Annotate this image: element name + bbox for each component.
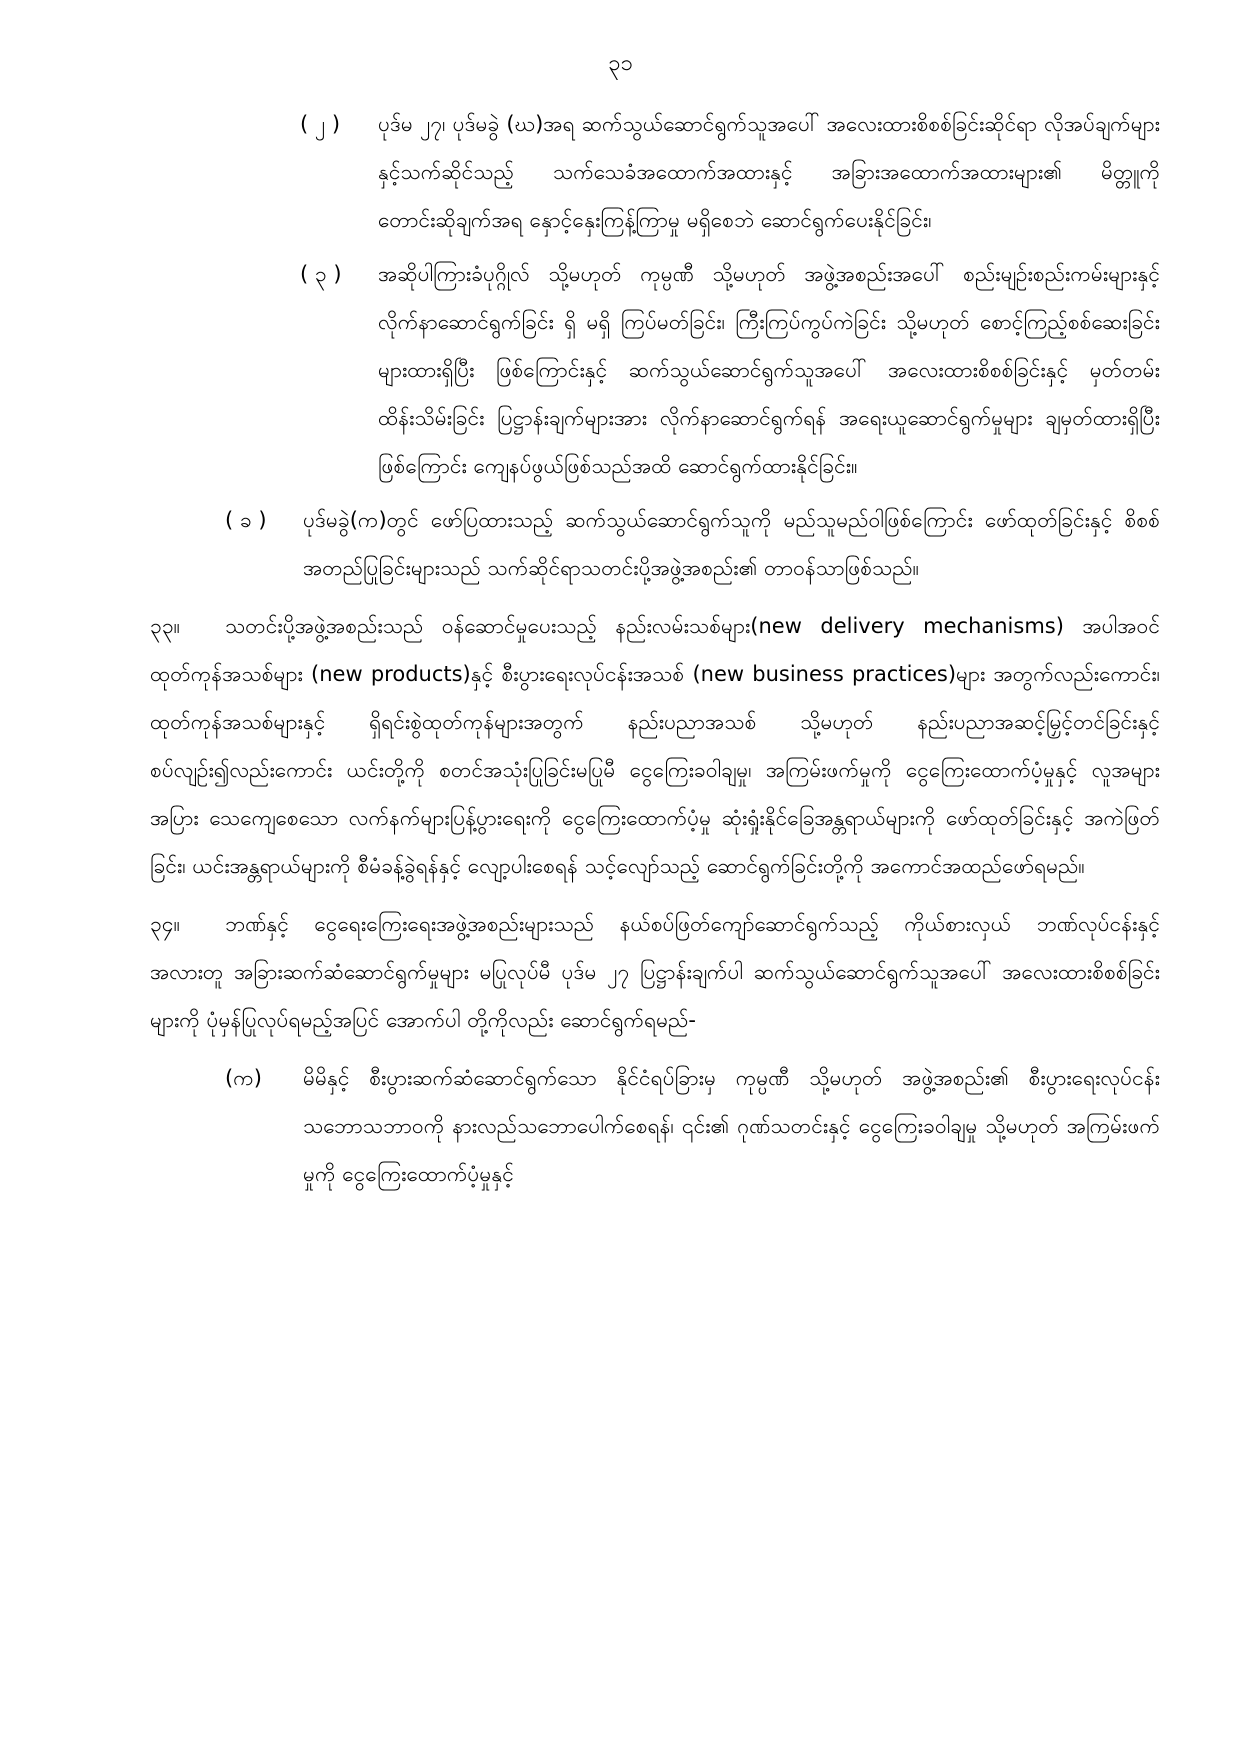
item-ka [150,1054,1160,1198]
section-33 [150,602,1160,890]
sub-item-2 [150,100,1160,244]
page-number: ၃၁ [608,51,633,76]
section-34-text: ဘဏ်နှင့် ငွေရေးကြေးရေးအဖွဲ့အစည်းများသည် နယ်စပ်ဖြတ်ကျော်ဆောင်ရွက်သည့် ကိုယ်စားလှယ် ဘဏ်လုပ်ငန်းနှင့် အလားတူ အခြားဆက်ဆံဆောင်ရွက်မှုများ မပြုလုပ်မီ ပုဒ်မ ၂၇ ပြဋ္ဌာန်းချက်ပါ ဆက်သွယ်ဆောင်ရွက်သူအပေါ် အလေးထားစိစစ်ခြင်းများကို ပုံမှန်ပြုလုပ်ရမည့်အပြင် အောက်ပါ တို့ကိုလည်း ဆောင်ရွက်ရမည်- [150,912,1160,1032]
section-33-number: ၃၃။ [150,614,180,638]
sub-item-text: အဆိုပါကြားခံပုဂ္ဂိုလ် သို့မဟုတ် ကုမ္ပဏီ သို့မဟုတ် အဖွဲ့အစည်းအပေါ် စည်းမျဉ်းစည်းကမ်းများနှင့် လိုက်နာဆောင်ရွက်ခြင်း ရှိ မရှိ ကြပ်မတ်ခြင်း၊ ကြီးကြပ်ကွပ်ကဲခြင်း သို့မဟုတ် စောင့်ကြည့်စစ်ဆေးခြင်းများထားရှိပြီး ဖြစ်ကြောင်းနှင့် ဆက်သွယ်ဆောင်ရွက်သူအပေါ် အလေးထားစိစစ်ခြင်းနှင့် မှတ်တမ်းထိန်းသိမ်းခြင်း ပြဋ္ဌာန်းချက်များအား လိုက်နာဆောင်ရွက်ရန် အရေးယူဆောင်ရွက်မှုများ ချမှတ်ထားရှိပြီးဖြစ်ကြောင်း ကျေနပ်ဖွယ်ဖြစ်သည်အထိ ဆောင်ရွက်ထားနိုင်ခြင်း။ [378,262,1160,478]
item-ka-label: (က) [225,1066,262,1090]
section-34-number: ၃၄။ [150,912,180,936]
sub-item-label: ( ၃ ) [300,262,342,286]
sub-item-label: ( ၂ ) [300,112,341,136]
item-kha [150,496,1160,592]
section-33-text: သတင်းပို့အဖွဲ့အစည်းသည် ဝန်ဆောင်မှုပေးသည့် နည်းလမ်းသစ်များ(new delivery mechanisms) အပါအဝင် ထုတ်ကုန်အသစ်များ (new products)နှင့် စီးပွားရေးလုပ်ငန်းအသစ် (new business practices)များ အတွက်လည်းကောင်း၊ ထုတ်ကုန်အသစ်များနှင့် ရှိရင်းစွဲထုတ်ကုန်များအတွက် နည်းပညာအသစ် သို့မဟုတ် နည်းပညာအဆင့်မြှင့်တင်ခြင်းနှင့်စပ်လျဉ်း၍လည်းကောင်း ယင်းတို့ကို စတင်အသုံးပြုခြင်းမပြုမီ ငွေကြေးခဝါချမှု၊ အကြမ်းဖက်မှုကို ငွေကြေးထောက်ပံ့မှုနှင့် လူအများအပြား သေကျေစေသော လက်နက်များပြန့်ပွားရေးကို ငွေကြေးထောက်ပံ့မှု ဆုံးရှုံးနိုင်ခြေအန္တရာယ်များကို ဖော်ထုတ်ခြင်းနှင့် အကဲဖြတ်ခြင်း၊ ယင်းအန္တရာယ်များကို စီမံခန့်ခွဲရန်နှင့် လျော့ပါးစေရန် သင့်လျော်သည့် ဆောင်ရွက်ခြင်းတို့ကို အကောင်အထည်ဖော်ရမည်။ [150,614,1160,878]
item-kha-text: ပုဒ်မခွဲ(က)တွင် ဖော်ပြထားသည့် ဆက်သွယ်ဆောင်ရွက်သူကို မည်သူမည်ဝါဖြစ်ကြောင်း ဖော်ထုတ်ခြင်းနှင့် စိစစ်အတည်ပြုခြင်းများသည် သက်ဆိုင်ရာသတင်းပို့အဖွဲ့အစည်း၏ တာဝန်သာဖြစ်သည်။ [303,508,1160,580]
item-ka-text: မိမိနှင့် စီးပွားဆက်ဆံဆောင်ရွက်သော နိုင်ငံရပ်ခြားမှ ကုမ္ပဏီ သို့မဟုတ် အဖွဲ့အစည်း၏ စီးပွားရေးလုပ်ငန်း သဘောသဘာဝကို နားလည်သဘောပေါက်စေရန်၊ ၎င်း၏ ဂုဏ်သတင်းနှင့် ငွေကြေးခဝါချမှု သို့မဟုတ် အကြမ်းဖက်မှုကို ငွေကြေးထောက်ပံ့မှုနှင့် [303,1066,1160,1186]
document-body [150,100,1160,1208]
item-kha-label: ( ခ ) [225,508,267,532]
sub-item-3 [150,250,1160,490]
section-34 [150,900,1160,1044]
sub-item-text: ပုဒ်မ ၂၇၊ ပုဒ်မခွဲ (ဃ)အရ ဆက်သွယ်ဆောင်ရွက်သူအပေါ် အလေးထားစိစစ်ခြင်းဆိုင်ရာ လိုအပ်ချက်များနှင့်သက်ဆိုင်သည့် သက်သေခံအထောက်အထားနှင့် အခြားအထောက်အထားများ၏ မိတ္တူကိုတောင်းဆိုချက်အရ နှောင့်နှေးကြန့်ကြာမှု မရှိစေဘဲ ဆောင်ရွက်ပေးနိုင်ခြင်း၊ [378,112,1160,232]
